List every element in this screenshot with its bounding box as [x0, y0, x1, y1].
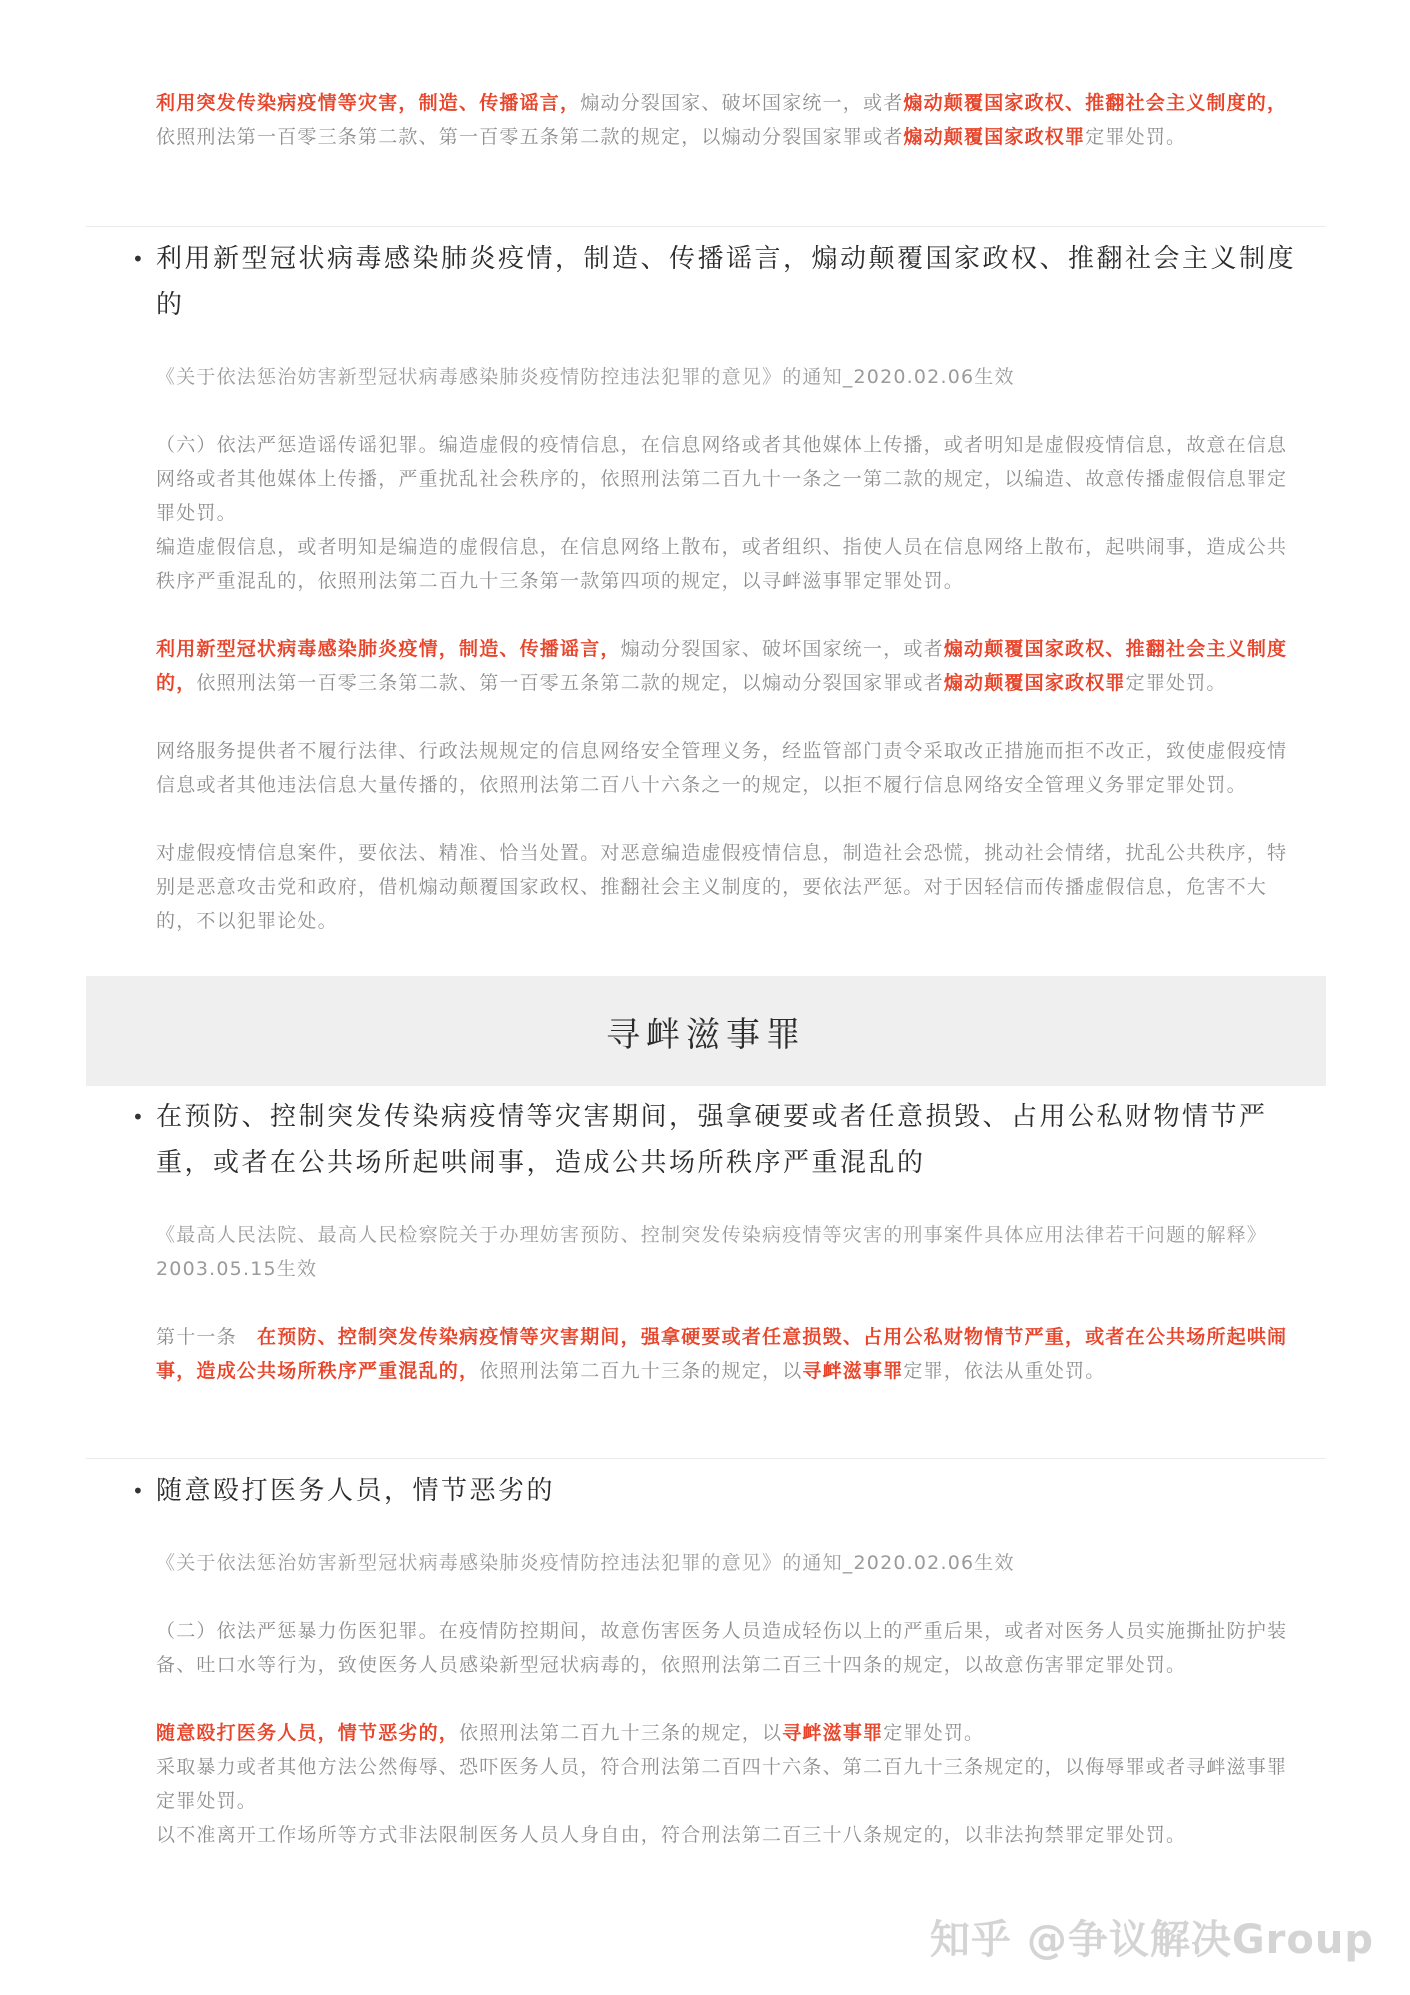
paragraph-3-4	[156, 1818, 1306, 1852]
bullet-heading-3	[128, 1468, 1318, 1514]
highlighted-text: 煽动颠覆国家政权罪	[903, 126, 1086, 148]
paragraph-1-4	[156, 734, 1306, 802]
body-text: 煽动分裂国家、破坏国家统一，或者	[580, 92, 904, 114]
paragraph-1-3	[156, 632, 1306, 700]
section-header	[86, 976, 1326, 1086]
body-text: 煽动分裂国家、破坏国家统一，或者	[620, 638, 944, 660]
body-text: 以不准离开工作场所等方式非法限制医务人员人身自由，符合刑法第二百三十八条规定的，以非法拘禁罪定罪处罚。	[156, 1824, 1187, 1846]
heading-text: 在预防、控制突发传染病疫情等灾害期间，强拿硬要或者任意损毁、占用公私财物情节严重，或者在公共场所起哄闹事，造成公共场所秩序严重混乱的	[156, 1102, 1268, 1178]
body-text: （六）依法严惩造谣传谣犯罪。编造虚假的疫情信息，在信息网络或者其他媒体上传播，或者明知是虚假疫情信息，故意在信息网络或者其他媒体上传播，严重扰乱社会秩序的，依照刑法第二百九十一条之一第二款的规定，以编造、故意传播虚假信息罪定罪处罚。	[156, 434, 1288, 524]
body-text: 依照刑法第一百零三条第二款、第一百零五条第二款的规定，以煽动分裂国家罪或者	[156, 126, 904, 148]
paragraph-2-1	[156, 1320, 1306, 1388]
heading-text: 利用新型冠状病毒感染肺炎疫情，制造、传播谣言，煽动颠覆国家政权、推翻社会主义制度的	[156, 244, 1297, 320]
body-text: 网络服务提供者不履行法律、行政法规规定的信息网络安全管理义务，经监管部门责令采取改正措施而拒不改正，致使虚假疫情信息或者其他违法信息大量传播的，依照刑法第二百八十六条之一的规定，以拒不履行信息网络安全管理义务罪定罪处罚。	[156, 740, 1288, 796]
highlighted-text: 寻衅滋事罪	[802, 1360, 904, 1382]
divider	[86, 226, 1326, 227]
body-text: 依照刑法第一百零三条第二款、第一百零五条第二款的规定，以煽动分裂国家罪或者	[196, 672, 944, 694]
body-text: 定罪处罚。	[1085, 126, 1187, 148]
paragraph-top	[156, 86, 1306, 154]
highlighted-text: 利用新型冠状病毒感染肺炎疫情，制造、传播谣言，	[156, 638, 621, 660]
highlighted-text: 煽动颠覆国家政权、推翻社会主义制度的，	[156, 638, 1288, 694]
highlighted-text: 煽动颠覆国家政权、推翻社会主义制度的，	[903, 92, 1288, 114]
source-citation-3: 《关于依法惩治妨害新型冠状病毒感染肺炎疫情防控违法犯罪的意见》的通知_2020.02.06生效	[156, 1552, 1015, 1574]
bullet-heading-1	[128, 236, 1318, 328]
watermark: 知乎 @争议解决Group	[929, 1917, 1374, 1963]
section-title: 寻衅滋事罪	[606, 1014, 806, 1055]
bullet-dot: •	[132, 1479, 147, 1503]
body-text: 依照刑法第二百九十三条的规定，以	[479, 1360, 803, 1382]
paragraph-3-2	[156, 1716, 1306, 1750]
body-text: 编造虚假信息，或者明知是编造的虚假信息，在信息网络上散布，或者组织、指使人员在信息网络上散布，起哄闹事，造成公共秩序严重混乱的，依照刑法第二百九十三条第一款第四项的规定，以寻衅滋事罪定罪处罚。	[156, 536, 1288, 592]
paragraph-3-1	[156, 1614, 1306, 1682]
highlighted-text: 在预防、控制突发传染病疫情等灾害期间，强拿硬要或者任意损毁、占用公私财物情节严重，或者在公共场所起哄闹事，造成公共场所秩序严重混乱的，	[156, 1326, 1288, 1382]
highlighted-text: 煽动颠覆国家政权罪	[943, 672, 1126, 694]
highlighted-text: 随意殴打医务人员，情节恶劣的，	[156, 1722, 460, 1744]
source-citation-1: 《关于依法惩治妨害新型冠状病毒感染肺炎疫情防控违法犯罪的意见》的通知_2020.02.06生效	[156, 366, 1015, 388]
highlighted-text: 寻衅滋事罪	[782, 1722, 884, 1744]
bullet-dot: •	[132, 247, 147, 271]
body-text: 对虚假疫情信息案件，要依法、精准、恰当处置。对恶意编造虚假疫情信息，制造社会恐慌，挑动社会情绪，扰乱公共秩序，特别是恶意攻击党和政府，借机煽动颠覆国家政权、推翻社会主义制度的，要依法严惩。对于因轻信而传播虚假信息，危害不大的，不以犯罪论处。	[156, 842, 1288, 932]
body-text: 定罪处罚。	[1125, 672, 1227, 694]
body-text: 定罪，依法从重处罚。	[903, 1360, 1106, 1382]
paragraph-1-2	[156, 530, 1306, 598]
highlighted-text: 利用突发传染病疫情等灾害，制造、传播谣言，	[156, 92, 581, 114]
paragraph-1-5	[156, 836, 1306, 938]
body-text: 定罪处罚。	[883, 1722, 985, 1744]
paragraph-1-1	[156, 428, 1306, 530]
bullet-dot: •	[132, 1105, 147, 1129]
body-text: 第十一条	[156, 1326, 258, 1348]
paragraph-3-3	[156, 1750, 1306, 1818]
divider	[86, 1458, 1326, 1459]
bullet-heading-2	[128, 1094, 1318, 1186]
heading-text: 随意殴打医务人员，情节恶劣的	[156, 1476, 556, 1506]
body-text: 采取暴力或者其他方法公然侮辱、恐吓医务人员，符合刑法第二百四十六条、第二百九十三条规定的，以侮辱罪或者寻衅滋事罪定罪处罚。	[156, 1756, 1288, 1812]
body-text: 依照刑法第二百九十三条的规定，以	[459, 1722, 783, 1744]
body-text: （二）依法严惩暴力伤医犯罪。在疫情防控期间，故意伤害医务人员造成轻伤以上的严重后果，或者对医务人员实施撕扯防护装备、吐口水等行为，致使医务人员感染新型冠状病毒的，依照刑法第二百三十四条的规定，以故意伤害罪定罪处罚。	[156, 1620, 1288, 1676]
source-citation-2: 《最高人民法院、最高人民检察院关于办理妨害预防、控制突发传染病疫情等灾害的刑事案件具体应用法律若干问题的解释》2003.05.15生效	[156, 1224, 1268, 1280]
